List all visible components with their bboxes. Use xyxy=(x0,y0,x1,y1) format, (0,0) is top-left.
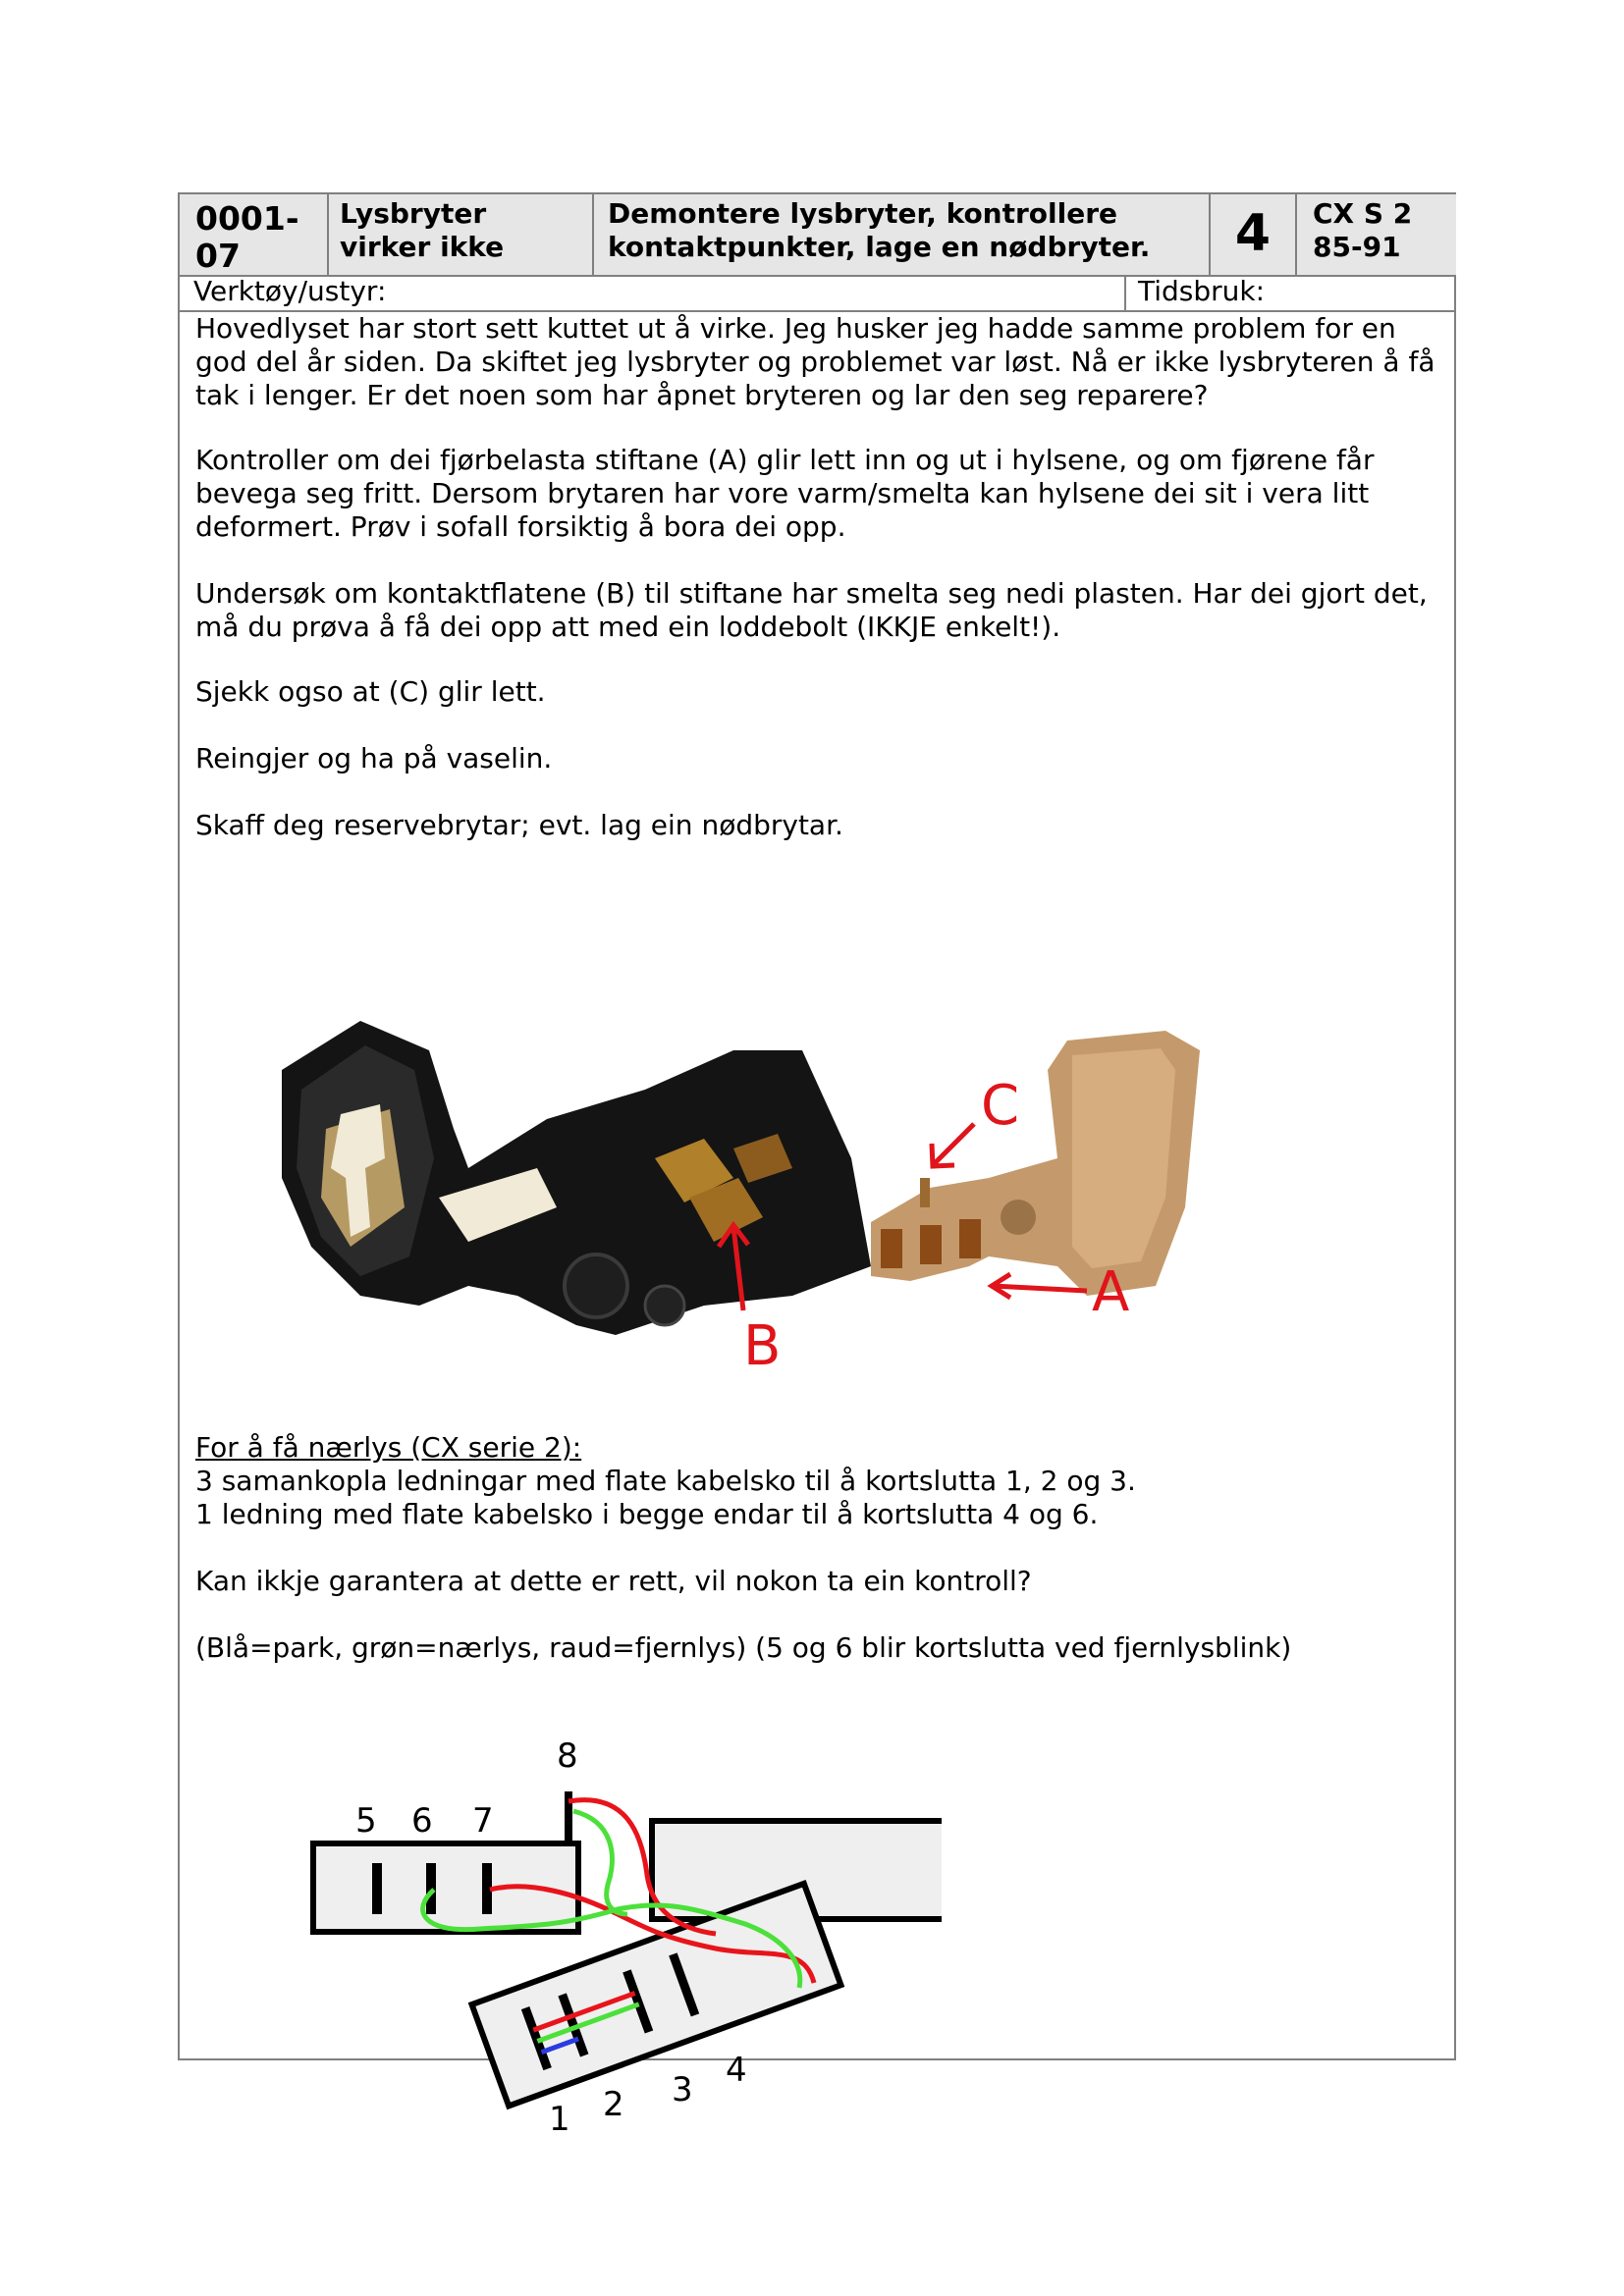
document-sheet xyxy=(178,192,1456,2139)
paragraph-disclaimer: Kan ikkje garantera at dette er rett, vil nokon ta ein kontroll? xyxy=(195,1565,1032,1597)
paragraph-problem: Hovedlyset har stort sett kuttet ut å virke. Jeg husker jeg hadde samme problem for en god del år siden. Da skiftet jeg lysbryter og problemet var løst. Nå er ikke lysbryteren å få tak i lenger. Er det noen som har åpnet bryteren og lar den seg reparere? xyxy=(195,312,1435,411)
meta-row xyxy=(180,275,1454,310)
paragraph-low-beam xyxy=(195,1431,1136,1531)
tools-label: Verktøy/ustyr: xyxy=(193,275,387,307)
wiring-diagram xyxy=(254,1698,942,2140)
difficulty-level-text: 4 xyxy=(1234,204,1272,263)
switch-housing xyxy=(282,1021,871,1335)
time-cell xyxy=(1124,275,1265,310)
time-label: Tidsbruk: xyxy=(1138,275,1266,307)
doc-id xyxy=(180,194,329,275)
terminal-3: 3 xyxy=(672,2070,693,2109)
arrow-c xyxy=(932,1124,974,1166)
low-beam-heading: For å få nærlys (CX serie 2): xyxy=(195,1431,582,1464)
paragraph-legend: (Blå=park, grøn=nærlys, raud=fjernlys) (5 og 6 blir kortslutta ved fjernlysblink) xyxy=(195,1631,1292,1664)
terminal-7: 7 xyxy=(472,1801,494,1841)
doc-description-text: Demontere lysbryter, kontrollere kontaktpunkter, lage en nødbryter. xyxy=(608,197,1151,263)
terminal-1: 1 xyxy=(549,2100,570,2139)
label-c: C xyxy=(981,1074,1020,1138)
doc-id-text: 0001- 07 xyxy=(195,199,299,275)
terminal-8: 8 xyxy=(557,1736,578,1776)
paragraph-pins: Kontroller om dei fjørbelasta stiftane (A) glir lett inn og ut i hylsene, og om fjørene får bevega seg fritt. Dersom brytaren har vore varm/smelta kan hylsene dei sit i vera litt deformert. Prøv i sofall forsiktig å bora dei opp. xyxy=(195,444,1375,543)
switch-photo xyxy=(243,1011,1283,1384)
paragraph-check-c: Sjekk ogso at (C) glir lett. xyxy=(195,675,546,708)
doc-description xyxy=(594,194,1211,275)
terminal-4: 4 xyxy=(726,2051,747,2090)
label-b: B xyxy=(743,1314,782,1378)
paragraph-spare: Skaff deg reservebrytar; evt. lag ein nødbrytar. xyxy=(195,809,843,841)
paragraph-clean: Reingjer og ha på vaselin. xyxy=(195,742,553,774)
plunger-part xyxy=(871,1031,1200,1296)
car-model xyxy=(1297,194,1456,275)
label-a: A xyxy=(1092,1260,1130,1324)
terminal-5: 5 xyxy=(355,1801,377,1841)
low-beam-line-1: 3 samankopla ledningar med flate kabelsko til å kortslutta 1, 2 og 3. xyxy=(195,1465,1136,1497)
low-beam-line-2: 1 ledning med flate kabelsko i begge endar til å kortslutta 4 og 6. xyxy=(195,1498,1099,1530)
car-model-text: CX S 2 85-91 xyxy=(1313,197,1413,263)
difficulty-level xyxy=(1211,194,1297,275)
doc-title xyxy=(329,194,594,275)
paragraph-contacts: Undersøk om kontaktflatene (B) til stiftane har smelta seg nedi plasten. Har dei gjort det, må du prøva å få dei opp att med ein loddebolt (IKKJE enkelt!). xyxy=(195,577,1428,643)
terminal-6: 6 xyxy=(411,1801,433,1841)
terminal-2: 2 xyxy=(603,2085,624,2124)
doc-title-text: Lysbryter virker ikke xyxy=(340,197,505,263)
